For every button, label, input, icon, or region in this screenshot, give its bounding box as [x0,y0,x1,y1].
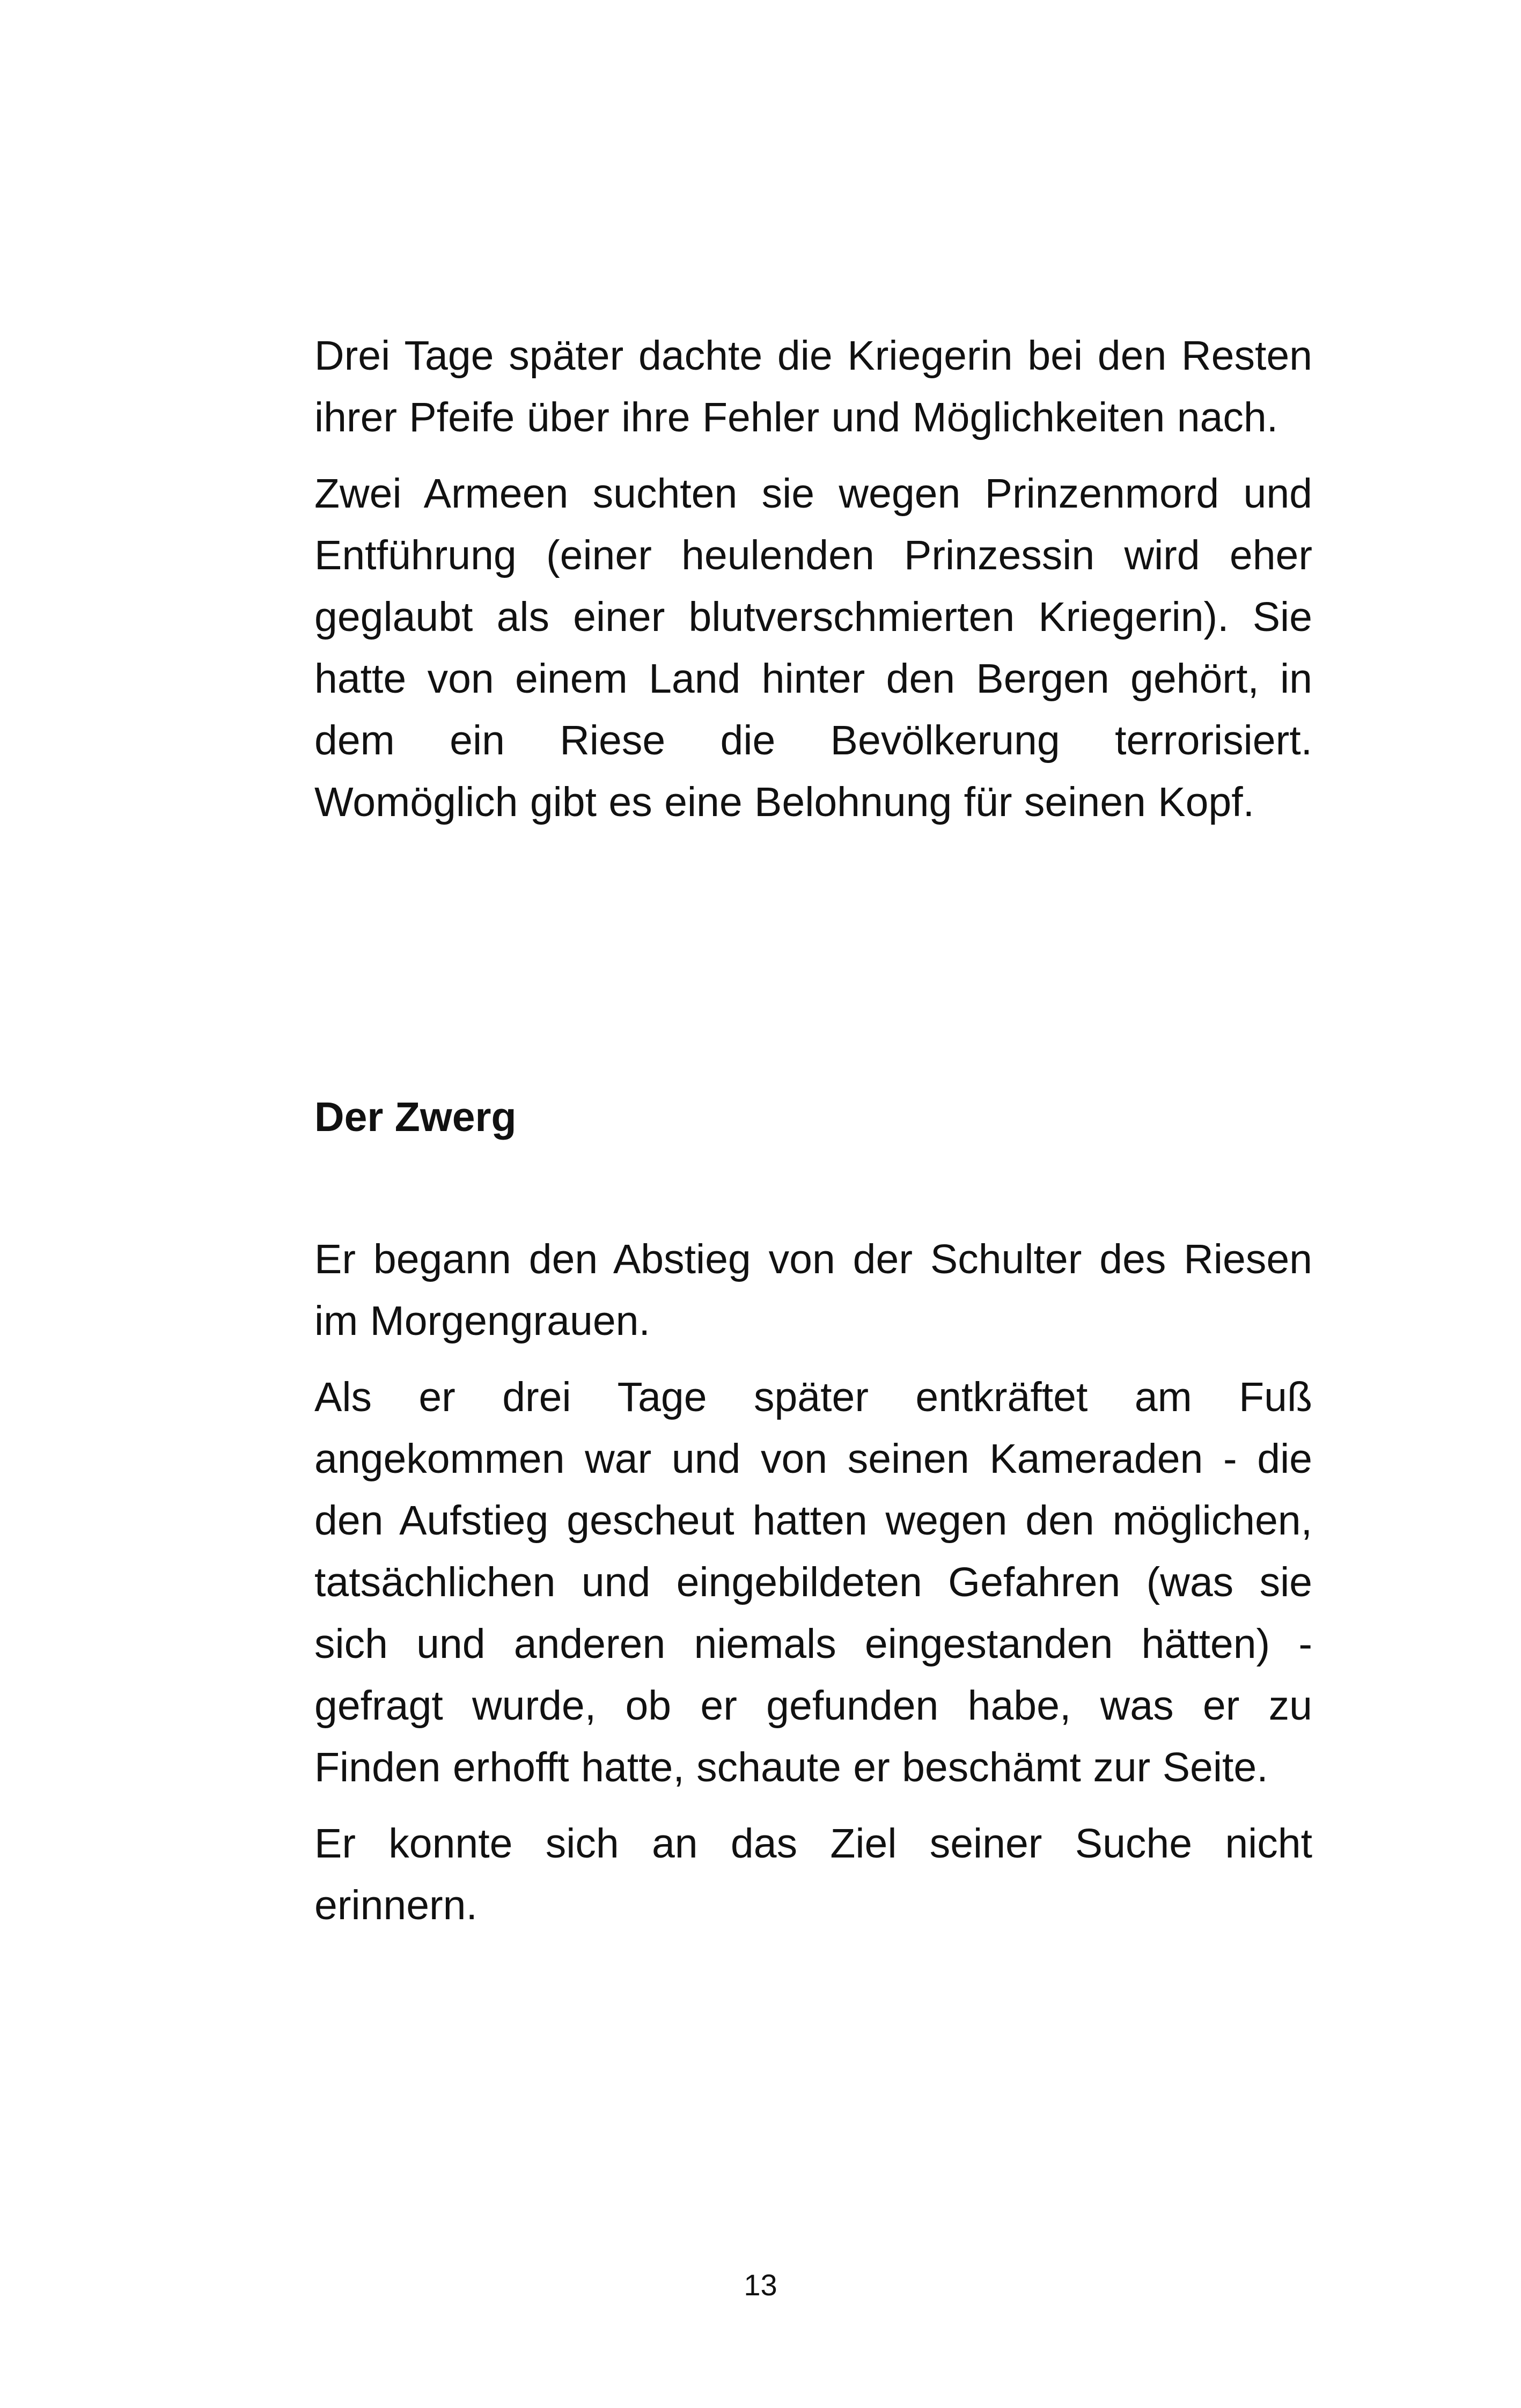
paragraph: Zwei Armeen suchten sie wegen Prinzenmord und Entführung (einer heulenden Prinzessin wird eher geglaubt als einer blutverschmierten Kriegerin). Sie hatte von einem Land hinter den Bergen gehört, in dem ein Riese die Bevölkerung terrorisiert. Womöglich gibt es eine Belohnung für seinen Kopf. [314,471,1312,825]
paragraph: Drei Tage später dachte die Kriegerin bei den Resten ihrer Pfeife über ihre Fehler und Möglichkeiten nach. [314,333,1312,441]
text-block-kriegerin [314,325,1312,833]
paragraph: Als er drei Tage später entkräftet am Fuß angekommen war und von seinen Kameraden - die den Aufstieg gescheut hatten wegen den möglichen, tatsächlichen und eingebildeten Gefahren (was sie sich und anderen niemals eingestanden hätten) - gefragt wurde, ob er gefunden habe, was er zu Finden erhofft hatte, schaute er beschämt zur Seite. [314,1374,1312,1790]
page-number: 13 [744,2268,777,2302]
paragraph: Er begann den Abstieg von der Schulter des Riesen im Morgengrauen. [314,1236,1312,1344]
chapter-heading: Der Zwerg [314,1094,517,1140]
text-block-zwerg [314,1229,1312,1936]
paragraph: Er konnte sich an das Ziel seiner Suche nicht erinnern. [314,1820,1312,1928]
